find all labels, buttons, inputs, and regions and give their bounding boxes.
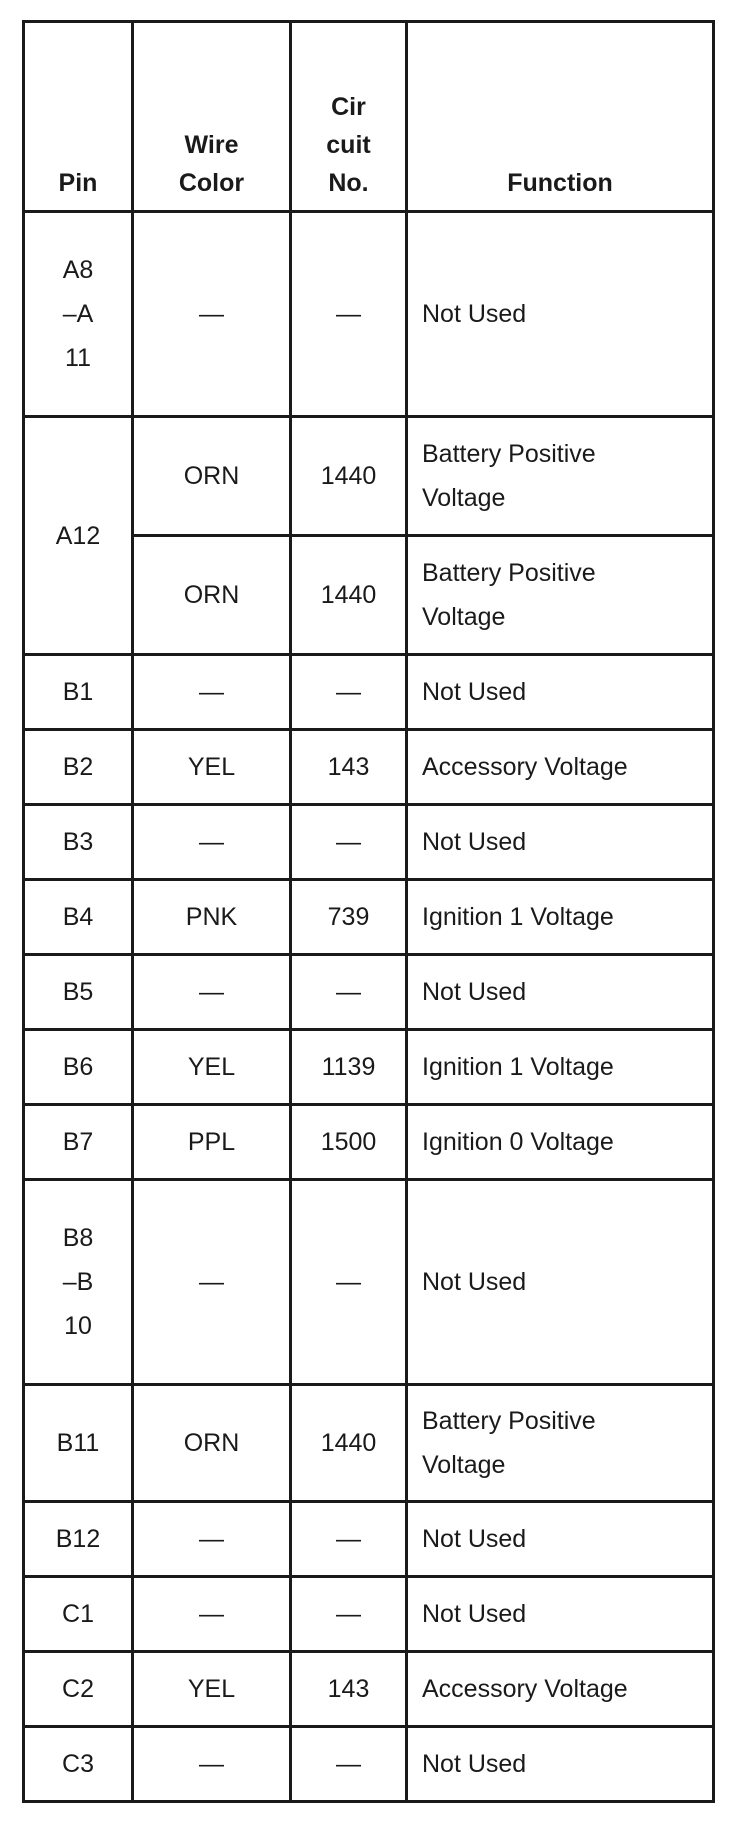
table-row [24, 730, 714, 805]
function-cell: Not Used [407, 1577, 714, 1652]
function-line: Voltage [422, 603, 506, 631]
table-row [24, 212, 714, 417]
pin-cell: B3 [24, 805, 133, 880]
wire-color-cell: YEL [133, 1030, 291, 1105]
function-line: Voltage [422, 1451, 506, 1479]
table-row [24, 655, 714, 730]
pin-cell: B5 [24, 955, 133, 1030]
wire-color-cell: — [133, 1727, 291, 1802]
pin-line: 11 [65, 344, 91, 372]
function-cell [407, 536, 714, 655]
pin-line: A8 [62, 256, 94, 284]
pin-line: –A [62, 300, 94, 328]
function-cell: Not Used [407, 955, 714, 1030]
header-row [24, 22, 714, 212]
wire-color-cell: ORN [133, 1385, 291, 1502]
function-cell: Ignition 0 Voltage [407, 1105, 714, 1180]
wire-color-cell: ORN [133, 417, 291, 536]
circuit-cell: 1139 [291, 1030, 407, 1105]
table-row [24, 1577, 714, 1652]
function-line: Battery Positive [422, 1407, 596, 1435]
function-cell [407, 1385, 714, 1502]
wire-color-cell: — [133, 212, 291, 417]
table-row [24, 1180, 714, 1385]
header-wire-color-line: Wire [184, 131, 239, 159]
table-row [24, 1727, 714, 1802]
circuit-cell: 1500 [291, 1105, 407, 1180]
pin-cell: B2 [24, 730, 133, 805]
pin-cell: B11 [24, 1385, 133, 1502]
function-cell [407, 417, 714, 536]
circuit-cell: — [291, 1577, 407, 1652]
table-row [24, 1385, 714, 1502]
pin-cell: B12 [24, 1502, 133, 1577]
table-row [24, 1652, 714, 1727]
function-line: Battery Positive [422, 440, 596, 468]
table-row [24, 955, 714, 1030]
header-circuit-line: Cir [331, 93, 366, 121]
circuit-cell: — [291, 1502, 407, 1577]
circuit-cell: 143 [291, 730, 407, 805]
circuit-cell: — [291, 1727, 407, 1802]
header-wire-color [133, 22, 291, 212]
function-cell: Not Used [407, 1180, 714, 1385]
table-row [24, 805, 714, 880]
function-cell: Not Used [407, 805, 714, 880]
wire-color-cell: YEL [133, 1652, 291, 1727]
wire-color-cell: — [133, 1577, 291, 1652]
pin-cell: B7 [24, 1105, 133, 1180]
wire-color-cell: PNK [133, 880, 291, 955]
pin-cell: B1 [24, 655, 133, 730]
header-pin: Pin [24, 22, 133, 212]
header-circuit-line: No. [328, 169, 369, 197]
pin-cell [24, 212, 133, 417]
table-row [24, 1030, 714, 1105]
wire-color-cell: YEL [133, 730, 291, 805]
pin-cell: B6 [24, 1030, 133, 1105]
function-cell: Ignition 1 Voltage [407, 1030, 714, 1105]
function-cell: Not Used [407, 1727, 714, 1802]
circuit-cell: 1440 [291, 1385, 407, 1502]
function-cell: Accessory Voltage [407, 730, 714, 805]
circuit-cell: 739 [291, 880, 407, 955]
header-circuit-line: cuit [326, 131, 371, 159]
pin-cell [24, 1180, 133, 1385]
function-cell: Not Used [407, 655, 714, 730]
pin-line: B8 [62, 1224, 94, 1252]
circuit-cell: 1440 [291, 536, 407, 655]
function-cell: Not Used [407, 1502, 714, 1577]
circuit-cell: — [291, 212, 407, 417]
function-cell: Not Used [407, 212, 714, 417]
wire-color-cell: — [133, 805, 291, 880]
wire-color-cell: ORN [133, 536, 291, 655]
pin-cell: C2 [24, 1652, 133, 1727]
pin-cell: A12 [24, 417, 133, 655]
function-line: Voltage [422, 484, 506, 512]
wire-color-cell: — [133, 1180, 291, 1385]
function-line: Battery Positive [422, 559, 596, 587]
table-row [24, 880, 714, 955]
wire-color-cell: PPL [133, 1105, 291, 1180]
table-row [24, 417, 714, 536]
circuit-cell: 143 [291, 1652, 407, 1727]
circuit-cell: 1440 [291, 417, 407, 536]
table-row [24, 1502, 714, 1577]
circuit-cell: — [291, 805, 407, 880]
header-function: Function [407, 22, 714, 212]
circuit-cell: — [291, 1180, 407, 1385]
pin-cell: C3 [24, 1727, 133, 1802]
connector-pin-table [22, 20, 715, 1803]
pin-cell: B4 [24, 880, 133, 955]
circuit-cell: — [291, 955, 407, 1030]
function-cell: Ignition 1 Voltage [407, 880, 714, 955]
wire-color-cell: — [133, 655, 291, 730]
pin-cell: C1 [24, 1577, 133, 1652]
circuit-cell: — [291, 655, 407, 730]
function-cell: Accessory Voltage [407, 1652, 714, 1727]
pin-line: –B [62, 1268, 94, 1296]
header-wire-color-line: Color [178, 169, 245, 197]
wire-color-cell: — [133, 955, 291, 1030]
wire-color-cell: — [133, 1502, 291, 1577]
table-row [24, 1105, 714, 1180]
pin-line: 10 [64, 1312, 92, 1340]
header-circuit-no [291, 22, 407, 212]
